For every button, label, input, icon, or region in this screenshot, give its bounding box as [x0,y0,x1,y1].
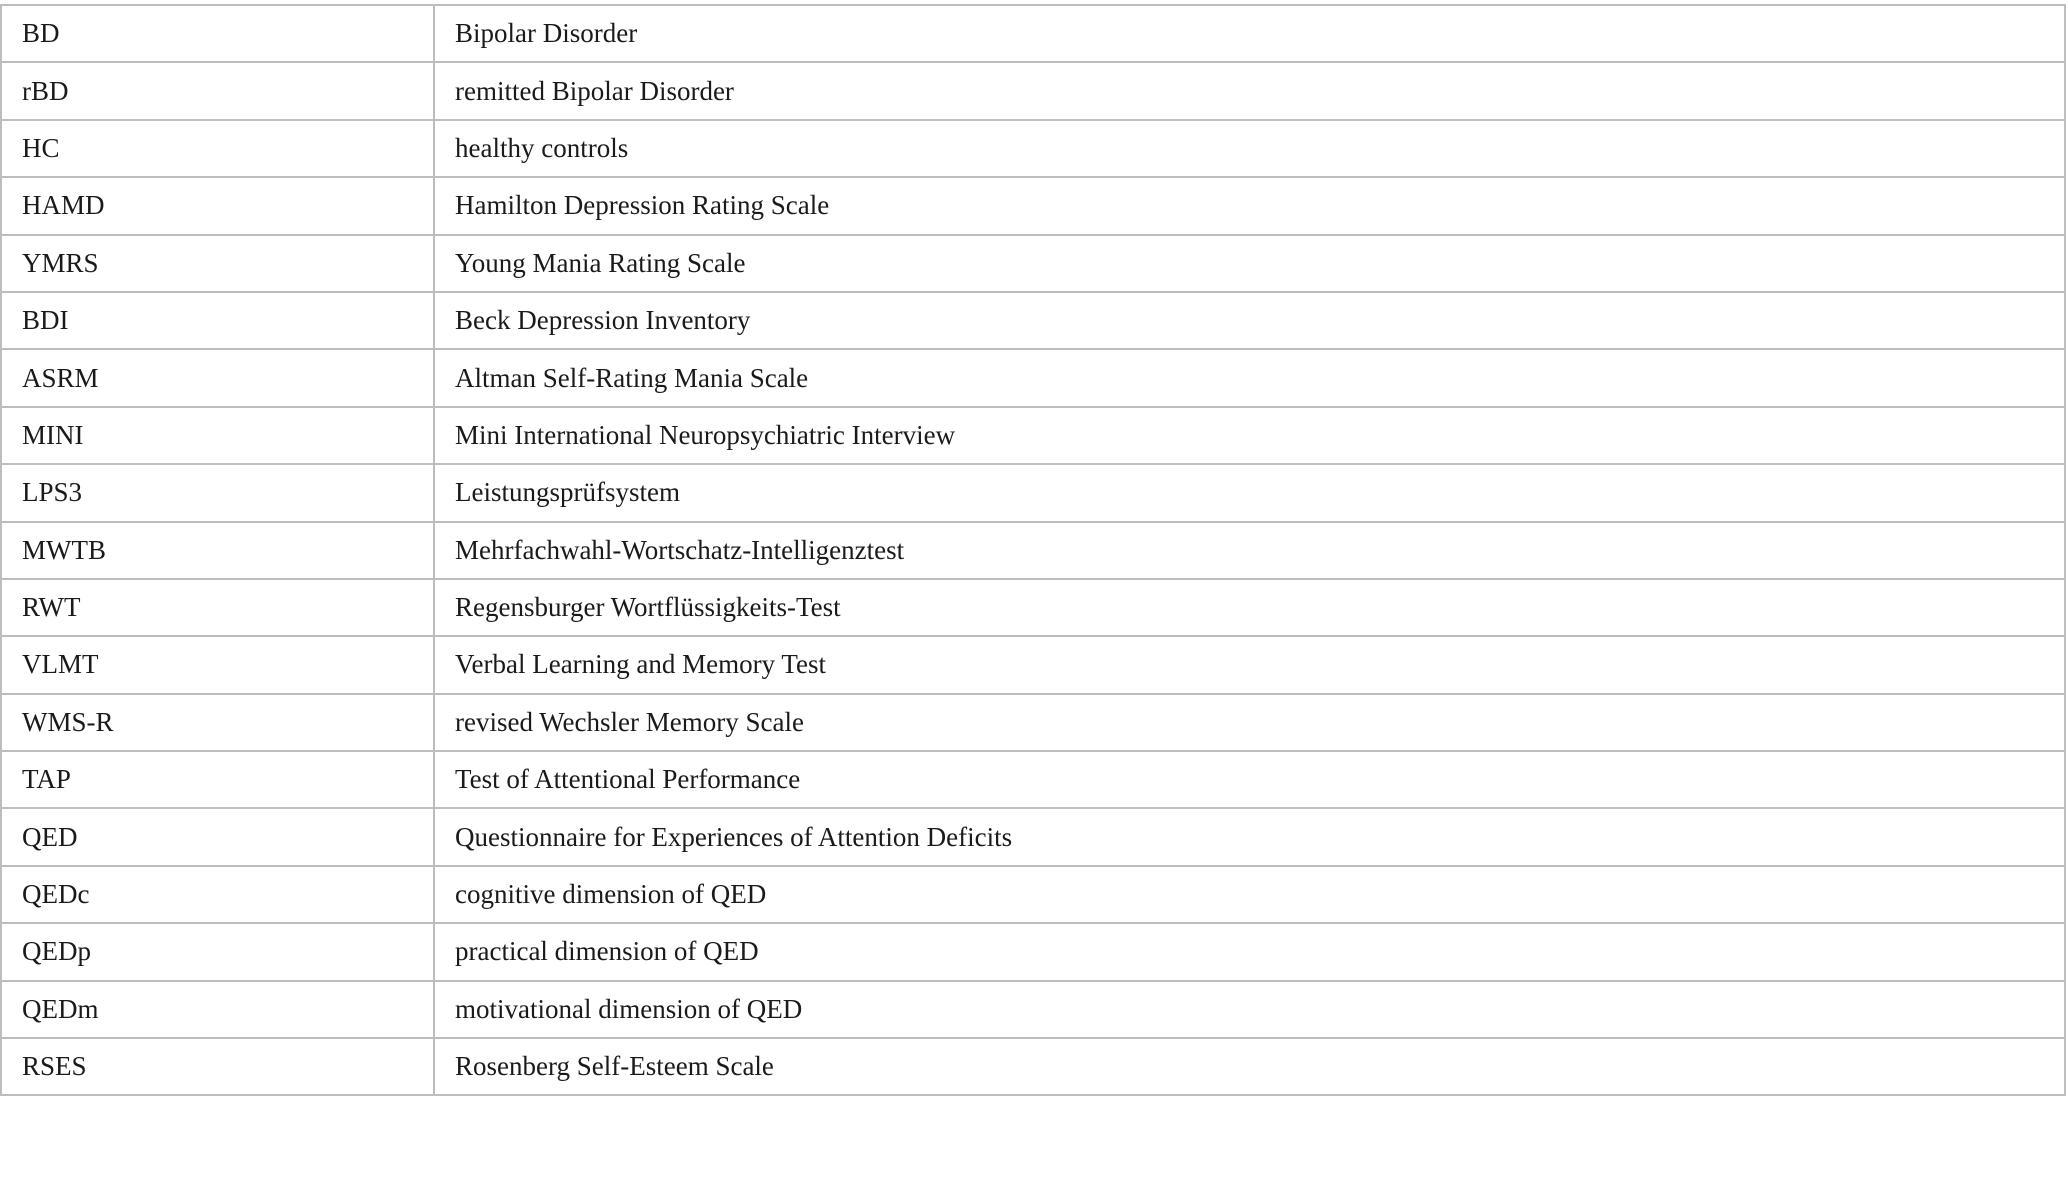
table-row [1,694,2065,751]
definition-cell: motivational dimension of QED [434,981,2065,1038]
abbreviation-cell: MWTB [1,522,434,579]
abbreviations-table-body [1,5,2065,1095]
abbreviation-cell: YMRS [1,235,434,292]
abbreviations-table-container [0,4,2066,1096]
table-row [1,120,2065,177]
abbreviation-cell: HC [1,120,434,177]
table-row [1,5,2065,62]
table-row [1,636,2065,693]
abbreviation-cell: LPS3 [1,464,434,521]
abbreviation-cell: ASRM [1,349,434,406]
abbreviation-cell: TAP [1,751,434,808]
definition-cell: Verbal Learning and Memory Test [434,636,2065,693]
definition-cell: Beck Depression Inventory [434,292,2065,349]
abbreviation-cell: VLMT [1,636,434,693]
definition-cell: Altman Self-Rating Mania Scale [434,349,2065,406]
table-row [1,808,2065,865]
abbreviation-cell: BD [1,5,434,62]
definition-cell: revised Wechsler Memory Scale [434,694,2065,751]
table-row [1,579,2065,636]
definition-cell: Mini International Neuropsychiatric Interview [434,407,2065,464]
abbreviation-cell: rBD [1,62,434,119]
abbreviation-cell: RSES [1,1038,434,1095]
table-row [1,866,2065,923]
definition-cell: Bipolar Disorder [434,5,2065,62]
definition-cell: Leistungsprüfsystem [434,464,2065,521]
table-row [1,751,2065,808]
table-row [1,522,2065,579]
table-row [1,235,2065,292]
definition-cell: Test of Attentional Performance [434,751,2065,808]
abbreviation-cell: RWT [1,579,434,636]
table-row [1,923,2065,980]
abbreviation-cell: HAMD [1,177,434,234]
abbreviation-cell: QEDm [1,981,434,1038]
abbreviations-table [0,4,2066,1096]
abbreviation-cell: MINI [1,407,434,464]
abbreviation-cell: WMS-R [1,694,434,751]
table-row [1,464,2065,521]
definition-cell: remitted Bipolar Disorder [434,62,2065,119]
definition-cell: practical dimension of QED [434,923,2065,980]
table-row [1,62,2065,119]
definition-cell: cognitive dimension of QED [434,866,2065,923]
table-row [1,981,2065,1038]
definition-cell: Rosenberg Self-Esteem Scale [434,1038,2065,1095]
table-row [1,1038,2065,1095]
definition-cell: Hamilton Depression Rating Scale [434,177,2065,234]
definition-cell: Questionnaire for Experiences of Attention Deficits [434,808,2065,865]
abbreviation-cell: QEDp [1,923,434,980]
abbreviation-cell: QEDc [1,866,434,923]
definition-cell: Young Mania Rating Scale [434,235,2065,292]
table-row [1,177,2065,234]
table-row [1,292,2065,349]
abbreviation-cell: BDI [1,292,434,349]
definition-cell: healthy controls [434,120,2065,177]
abbreviation-cell: QED [1,808,434,865]
table-row [1,349,2065,406]
definition-cell: Regensburger Wortflüssigkeits-Test [434,579,2065,636]
definition-cell: Mehrfachwahl-Wortschatz-Intelligenztest [434,522,2065,579]
table-row [1,407,2065,464]
